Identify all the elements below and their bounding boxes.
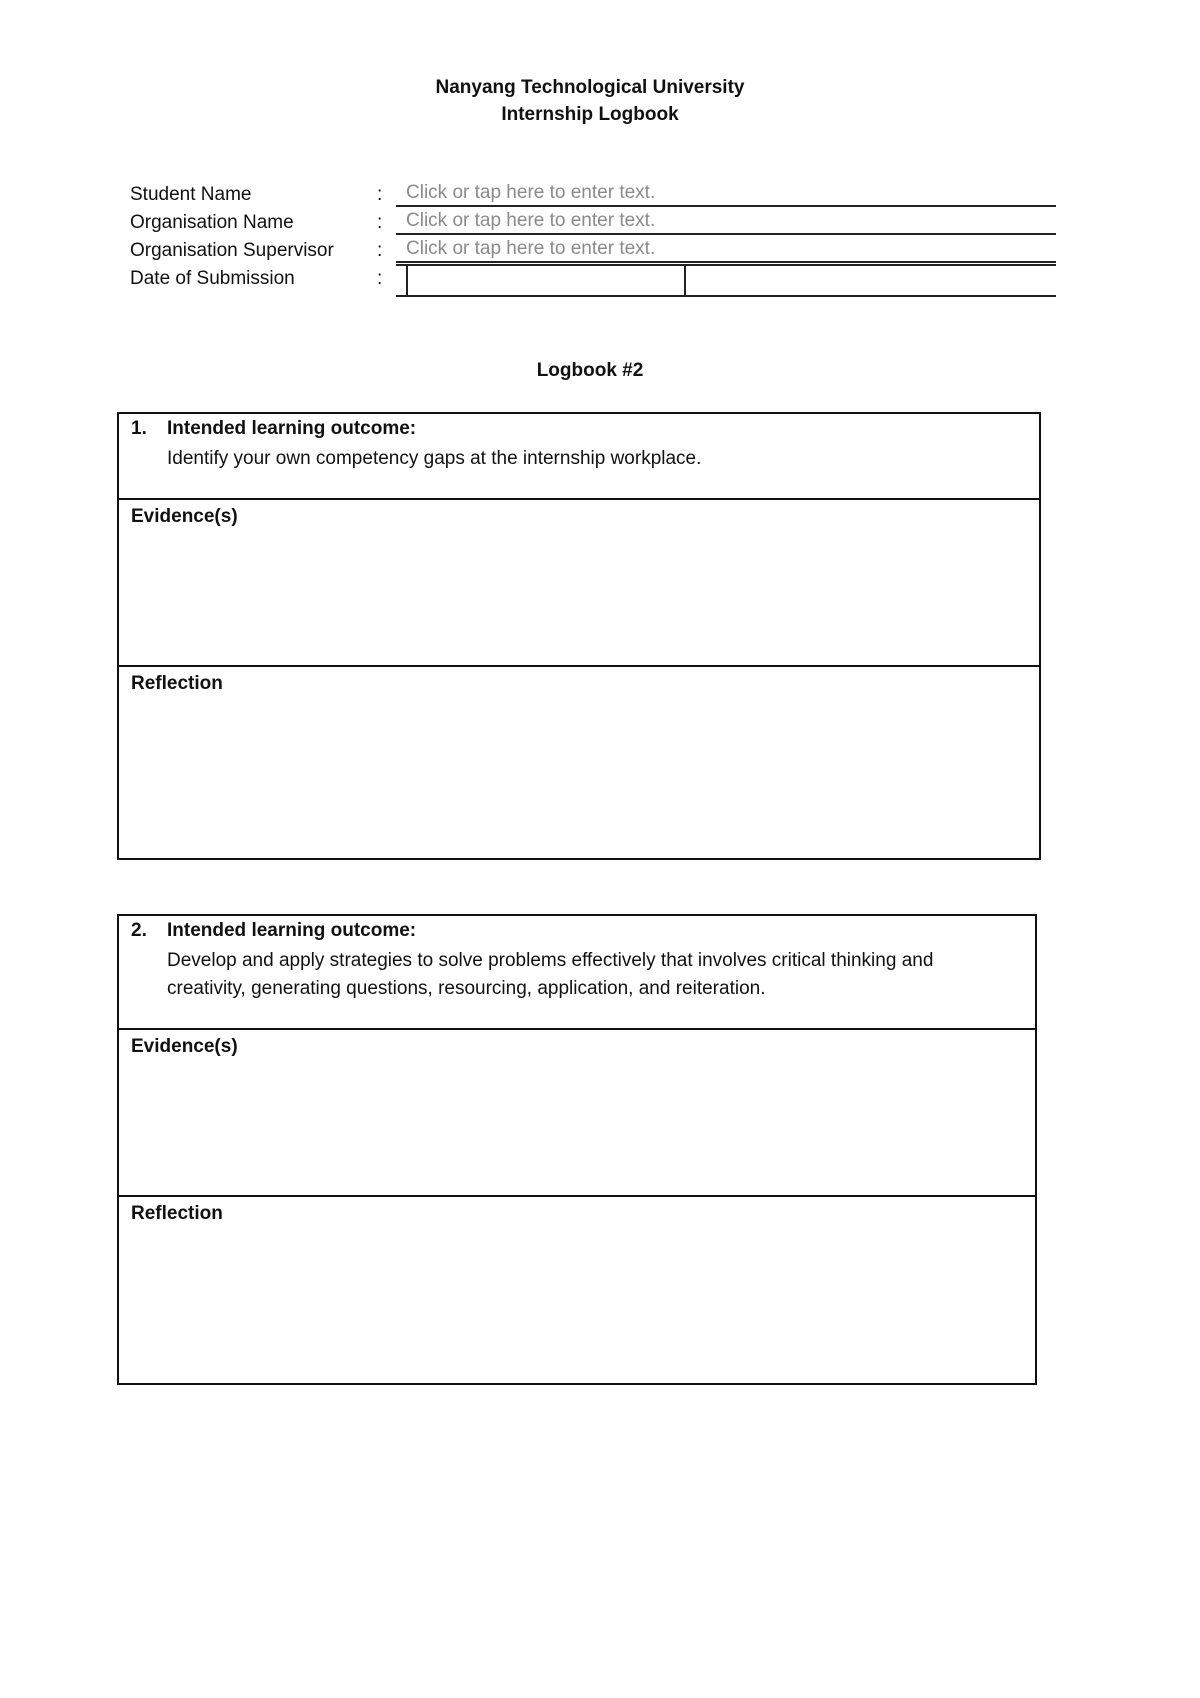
document-title: Internship Logbook: [501, 104, 679, 125]
student-name-input[interactable]: [396, 180, 1056, 207]
field-row-student-name: [130, 180, 1056, 208]
student-info-form: [130, 180, 1056, 300]
evidence-section: [119, 1028, 1035, 1195]
evidence-label: Evidence(s): [131, 506, 238, 527]
outcome-heading-text: Intended learning outcome:: [167, 418, 417, 439]
field-colon: :: [377, 268, 383, 289]
student-name-label: Student Name: [130, 184, 252, 205]
outcome-table-2: [117, 914, 1037, 1385]
outcome-heading: [131, 418, 416, 440]
outcome-table-1: [117, 412, 1041, 860]
evidence-input[interactable]: [129, 1064, 1025, 1187]
reflection-input[interactable]: [129, 701, 1029, 850]
outcome-description: Develop and apply strategies to solve problems effectively that involves critical thinking and creativity, generating questions, resourcing, application, and reiteration.: [167, 950, 934, 999]
organisation-name-label: Organisation Name: [130, 212, 294, 233]
reflection-input[interactable]: [129, 1231, 1025, 1375]
date-extra-cell-input[interactable]: [686, 266, 1056, 295]
field-colon: :: [377, 240, 383, 261]
date-of-submission-box: [396, 264, 1056, 297]
outcome-number: 2.: [131, 920, 147, 941]
field-row-organisation-name: [130, 208, 1056, 236]
outcome-section: [119, 916, 1035, 1028]
evidence-label: Evidence(s): [131, 1036, 238, 1057]
outcome-heading-text: Intended learning outcome:: [167, 920, 417, 941]
field-row-date-of-submission: [130, 264, 1056, 300]
organisation-supervisor-label: Organisation Supervisor: [130, 240, 334, 261]
evidence-section: [119, 498, 1039, 665]
reflection-section: [119, 665, 1039, 858]
field-row-organisation-supervisor: [130, 236, 1056, 264]
reflection-label: Reflection: [131, 1203, 223, 1224]
document-header: [0, 74, 1180, 128]
reflection-section: [119, 1195, 1035, 1383]
university-name: Nanyang Technological University: [435, 77, 745, 98]
field-colon: :: [377, 212, 383, 233]
outcome-section: [119, 414, 1039, 498]
organisation-supervisor-input[interactable]: [396, 236, 1056, 263]
outcome-number: 1.: [131, 418, 147, 439]
date-of-submission-label: Date of Submission: [130, 268, 295, 289]
evidence-input[interactable]: [129, 534, 1029, 657]
reflection-label: Reflection: [131, 673, 223, 694]
outcome-heading: [131, 920, 416, 942]
organisation-name-input[interactable]: [396, 208, 1056, 235]
field-colon: :: [377, 184, 383, 205]
outcome-description: Identify your own competency gaps at the internship workplace.: [167, 448, 702, 469]
date-of-submission-input[interactable]: [406, 266, 686, 295]
logbook-title: Logbook #2: [536, 360, 644, 381]
